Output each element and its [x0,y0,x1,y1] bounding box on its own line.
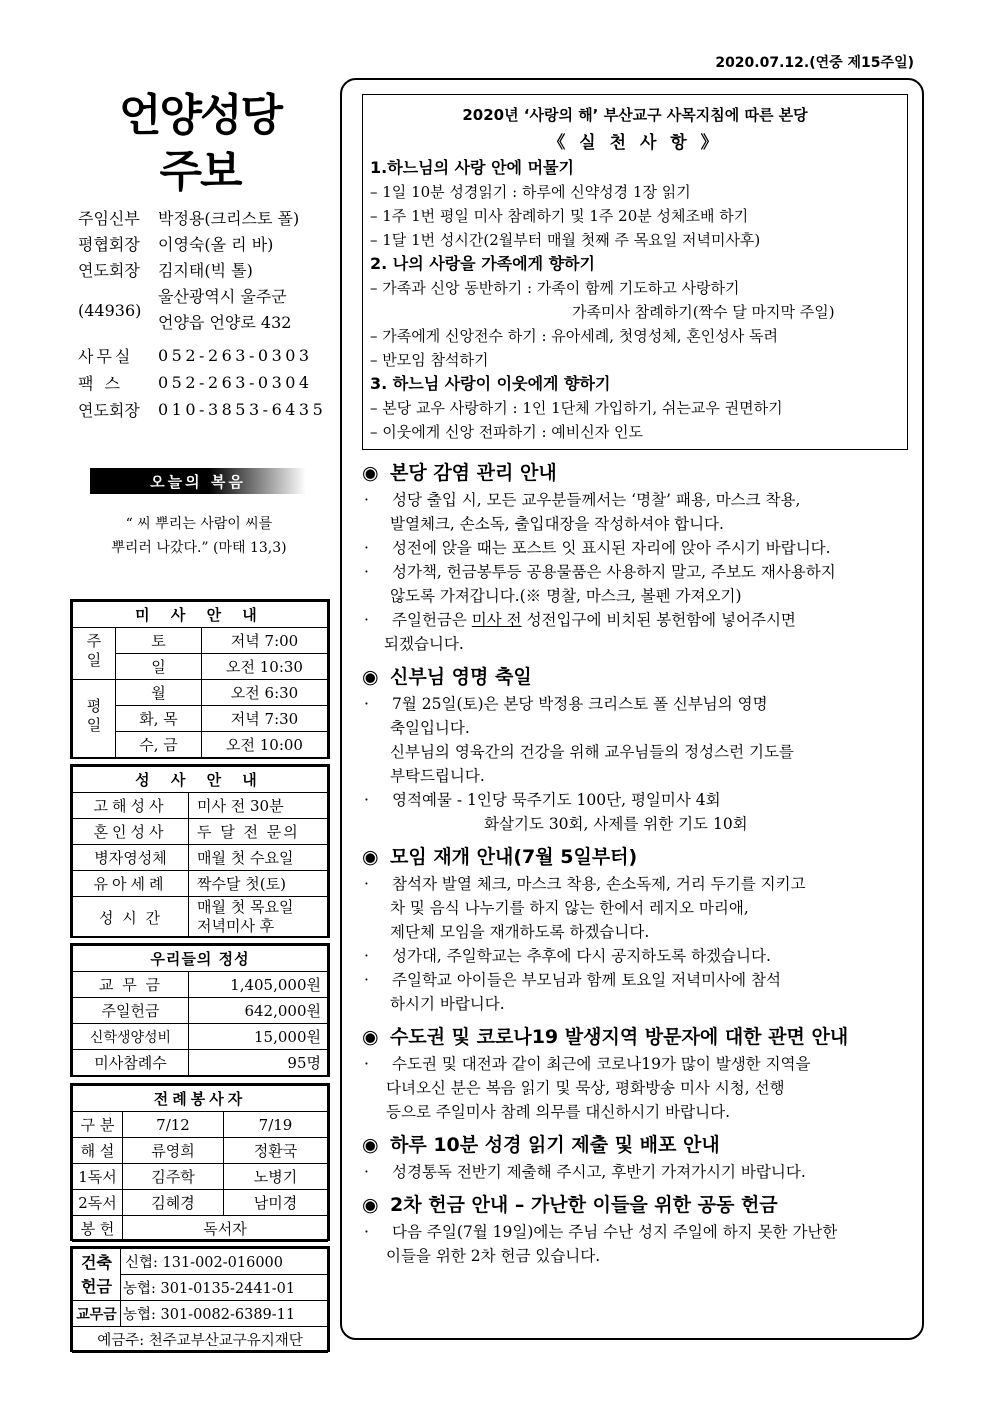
council-label: 평협회장 [78,234,140,254]
sacrament-name: 고해성사 [73,793,189,819]
mass-day: 일 [116,654,202,680]
mass-time: 저녁 7:00 [202,628,328,654]
postal-code: (44936) [78,300,142,320]
offering-value: 15,000원 [189,1024,328,1050]
church-title [70,88,330,200]
offering-name: 신학생양성비 [73,1024,189,1050]
notice-line: 발열체크, 손소독, 출입대장을 작성하셔야 합니다. [390,515,724,533]
notice-list [362,458,912,1274]
pastoral-plan-subtitle: 《 실 천 사 항 》 [548,133,722,153]
notice-title: ◉ 신부님 영명 축일 [362,662,912,692]
notice-line: · 성가대, 주일학교는 추후에 다시 공지하도록 하겠습니다. [362,944,912,968]
office-label: 사무실 [78,347,134,366]
server-table [72,1085,328,1242]
pastoral-plan-list [370,156,900,444]
server-name: 김혜경 [123,1190,224,1216]
plan-item: – 1일 10분 성경읽기 : 하루에 신약성경 1장 읽기 [370,183,691,201]
gospel-quote-line2: 뿌리러 나갔다.” (마태 13,3) [111,540,287,556]
mass-time: 오전 10:30 [202,654,328,680]
notice-line: 축일입니다. [390,719,470,737]
server-title: 전례봉사자 [73,1086,328,1112]
plan-heading: 3. 하느님 사랑이 이웃에게 향하기 [370,374,611,393]
mass-day: 토 [116,628,202,654]
offering-title: 우리들의 정성 [73,946,328,972]
bullet-icon: · [364,1223,369,1241]
account-number: 신협: 131-002-016000 [121,1249,328,1275]
section-marker-icon: ◉ [362,666,379,688]
notice-title: ◉ 2차 헌금 안내 – 가난한 이들을 위한 공동 헌금 [362,1190,912,1220]
church-title-line2: 주보 [159,146,241,197]
sacrament-name: 병자영성체 [73,845,189,871]
notice-line: 하시기 바랍니다. [390,995,505,1013]
server-name: 노병기 [224,1164,328,1190]
church-title-line1: 언양성당 [118,90,281,141]
notice-line: 신부님의 영육간의 건강을 위해 교우님들의 정성스런 기도를 [390,743,794,761]
server-name: 남미경 [224,1190,328,1216]
notice-line: · 성가책, 헌금봉투등 공용물품은 사용하지 말고, 주보도 재사용하지 [362,560,912,584]
notice-title: ◉ 모임 재개 안내(7월 5일부터) [362,842,912,872]
pastoral-plan-title: 2020년 ‘사랑의 해’ 부산교구 사목지침에 따른 본당 [462,106,808,124]
section-marker-icon: ◉ [362,1026,379,1048]
plan-item: – 가족에게 신앙전수 하기 : 유아세례, 첫영성체, 혼인성사 독려 [370,327,778,345]
bullet-icon: · [364,491,369,509]
offering-name: 미사참례수 [73,1050,189,1076]
offering-name: 교 무 금 [73,972,189,998]
notice-infection-control [362,458,912,656]
section-marker-icon: ◉ [362,1194,379,1216]
notice-line: · 수도권 및 대전과 같이 최근에 코로나19가 많이 발생한 지역을 [362,1052,912,1076]
bullet-icon: · [364,791,369,809]
sacrament-value: 짝수달 첫(토) [189,871,328,897]
mass-time: 오전 10:00 [202,732,328,758]
server-offer-value: 독서자 [123,1216,328,1242]
server-name: 류영희 [123,1138,224,1164]
section-marker-icon: ◉ [362,1134,379,1156]
offering-value: 1,405,000원 [189,972,328,998]
notice-line: 다녀오신 분은 복음 읽기 및 묵상, 평화방송 미사 시청, 선행 [386,1079,785,1097]
server-role: 1독서 [73,1164,123,1190]
sacrament-value: 두 달 전 문의 [189,819,328,845]
notice-line: 화살기도 30회, 사제를 위한 기도 10회 [484,815,748,833]
gospel-quote-line1: “ 씨 뿌리는 사람이 씨를 [125,516,273,532]
bullet-icon: · [364,539,369,557]
plan-heading: 1.하느님의 사랑 안에 머물기 [370,158,574,177]
server-role: 2독서 [73,1190,123,1216]
plan-item: – 이웃에게 신앙 전파하기 : 예비신자 인도 [370,423,644,441]
notice-title: ◉ 수도권 및 코로나19 발생지역 방문자에 대한 관면 안내 [362,1022,912,1052]
address-line2: 언양읍 언양로 432 [158,313,292,332]
server-col-head: 7/12 [123,1112,224,1138]
mass-weekday-label: 평일 [73,680,116,758]
notice-line: · 참석자 발열 체크, 마스크 착용, 손소독제, 거리 두기를 지키고 [362,872,912,896]
bullet-icon: · [364,1163,369,1181]
sacrament-value: 매월 첫 목요일 저녁미사 후 [189,897,328,938]
bullet-icon: · [364,695,369,713]
offering-name: 주일헌금 [73,998,189,1024]
notice-line: 이들을 위한 2차 헌금 있습니다. [386,1247,601,1265]
youth2-phone: 010-3853-6435 [158,400,327,419]
mass-time: 오전 6:30 [202,680,328,706]
notice-title: ◉ 하루 10분 성경 읽기 제출 및 배포 안내 [362,1130,912,1160]
plan-item: – 반모임 참석하기 [370,351,489,369]
sacrament-table [72,766,328,938]
notice-feast-day [362,662,912,836]
plan-item: 가족미사 참례하기(짝수 달 마지막 주일) [572,303,835,321]
sacrament-value: 미사 전 30분 [189,793,328,819]
mass-table [72,601,328,758]
notice-title: ◉ 본당 감염 관리 안내 [362,458,912,488]
plan-heading: 2. 나의 사랑을 가족에게 향하기 [370,254,595,273]
notice-line: · 성경통독 전반기 제출해 주시고, 후반기 가져가시기 바랍니다. [362,1160,912,1184]
mass-sunday-label: 주일 [73,628,116,680]
building-fund-label: 건축 헌금 [73,1249,121,1301]
fax-label: 팩 스 [78,374,123,393]
plan-item: – 1달 1번 성시간(2월부터 매월 첫째 주 목요일 저녁미사후) [370,231,761,249]
server-name: 정환국 [224,1138,328,1164]
bullet-icon: · [364,971,369,989]
server-role: 봉 헌 [73,1216,123,1242]
bullet-icon: · [364,563,369,581]
gospel-quote [70,512,328,560]
mass-day: 화, 목 [116,706,202,732]
server-name: 김주학 [123,1164,224,1190]
section-marker-icon: ◉ [362,846,379,868]
council-name: 이영숙(올 리 바) [158,234,274,254]
bullet-icon: · [364,1055,369,1073]
notice-dispensation [362,1022,912,1124]
issue-date: 2020.07.12.(연중 제15주일) [715,55,914,71]
plan-item: – 가족과 신앙 동반하기 : 가족이 함께 기도하고 사랑하기 [370,279,740,297]
notice-line: 부탁드립니다. [390,767,485,785]
account-table [72,1248,328,1353]
section-marker-icon: ◉ [362,462,379,484]
youth-label: 연도회장 [78,260,140,280]
notice-line: 되겠습니다. [384,635,464,653]
notice-line: · 주일헌금은 미사 전 성전입구에 비치된 봉헌함에 넣어주시면 [362,608,912,632]
notice-line: · 주일학교 아이들은 부모님과 함께 토요일 저녁미사에 참석 [362,968,912,992]
gospel-heading: 오늘의 복음 [90,468,306,494]
sacrament-name: 혼인성사 [73,819,189,845]
server-col-head: 7/19 [224,1112,328,1138]
notice-line: · 영적예물 - 1인당 묵주기도 100단, 평일미사 4회 [362,788,912,812]
notice-line: · 성전에 앉을 때는 포스트 잇 표시된 자리에 앉아 주시기 바랍니다. [362,536,912,560]
account-number: 농협: 301-0135-2441-01 [121,1275,328,1301]
tithe-label: 교무금 [73,1301,121,1327]
bullet-icon: · [364,947,369,965]
mass-day: 월 [116,680,202,706]
sacrament-title: 성 사 안 내 [73,767,328,793]
plan-item: – 1주 1번 평일 미사 참례하기 및 1주 20분 성체조배 하기 [370,207,749,225]
mass-time: 저녁 7:30 [202,706,328,732]
notice-line: 차 및 음식 나누기를 하지 않는 한에서 레지오 마리애, [390,899,749,917]
bullet-icon: · [364,611,369,629]
notice-bible-reading [362,1130,912,1184]
server-role: 해 설 [73,1138,123,1164]
offering-value: 642,000원 [189,998,328,1024]
pastor-label: 주임신부 [78,208,140,228]
pastor-name: 박정용(크리스토 폴) [158,208,300,228]
server-col-head: 구 분 [73,1112,123,1138]
mass-title: 미 사 안 내 [73,602,328,628]
bullet-icon: · [364,875,369,893]
notice-line: 제단체 모임을 재개하도록 하겠습니다. [390,923,650,941]
notice-line: · 다음 주일(7월 19일)에는 주님 수난 성지 주일에 하지 못한 가난한 [362,1220,912,1244]
account-holder: 예금주: 천주교부산교구유지재단 [73,1327,328,1353]
notice-line: · 7월 25일(토)은 본당 박정용 크리스토 폴 신부님의 영명 [362,692,912,716]
address-line1: 울산광역시 울주군 [158,287,287,306]
notice-line: 않도록 가져갑니다.(※ 명찰, 마스크, 볼펜 가져오기) [390,587,742,605]
offering-table [72,945,328,1076]
fax-number: 052-263-0304 [158,373,313,392]
office-phone: 052-263-0303 [158,346,313,365]
sacrament-name: 성 시 간 [73,897,189,938]
account-number: 농협: 301-0082-6389-11 [121,1301,328,1327]
notice-line: 등으로 주일미사 참례 의무를 대신하시기 바랍니다. [386,1103,730,1121]
sacrament-value: 매월 첫 수요일 [189,845,328,871]
offering-value: 95명 [189,1050,328,1076]
mass-day: 수, 금 [116,732,202,758]
notice-meetings [362,842,912,1016]
youth-name: 김지태(빅 톨) [158,260,253,280]
notice-second-collection [362,1190,912,1268]
youth2-label: 연도회장 [78,401,140,420]
plan-item: – 본당 교우 사랑하기 : 1인 1단체 가입하기, 쉬는교우 권면하기 [370,399,783,417]
church-info [78,204,328,423]
sacrament-name: 유아세례 [73,871,189,897]
notice-line: · 성당 출입 시, 모든 교우분들께서는 ‘명찰’ 패용, 마스크 착용, [362,488,912,512]
